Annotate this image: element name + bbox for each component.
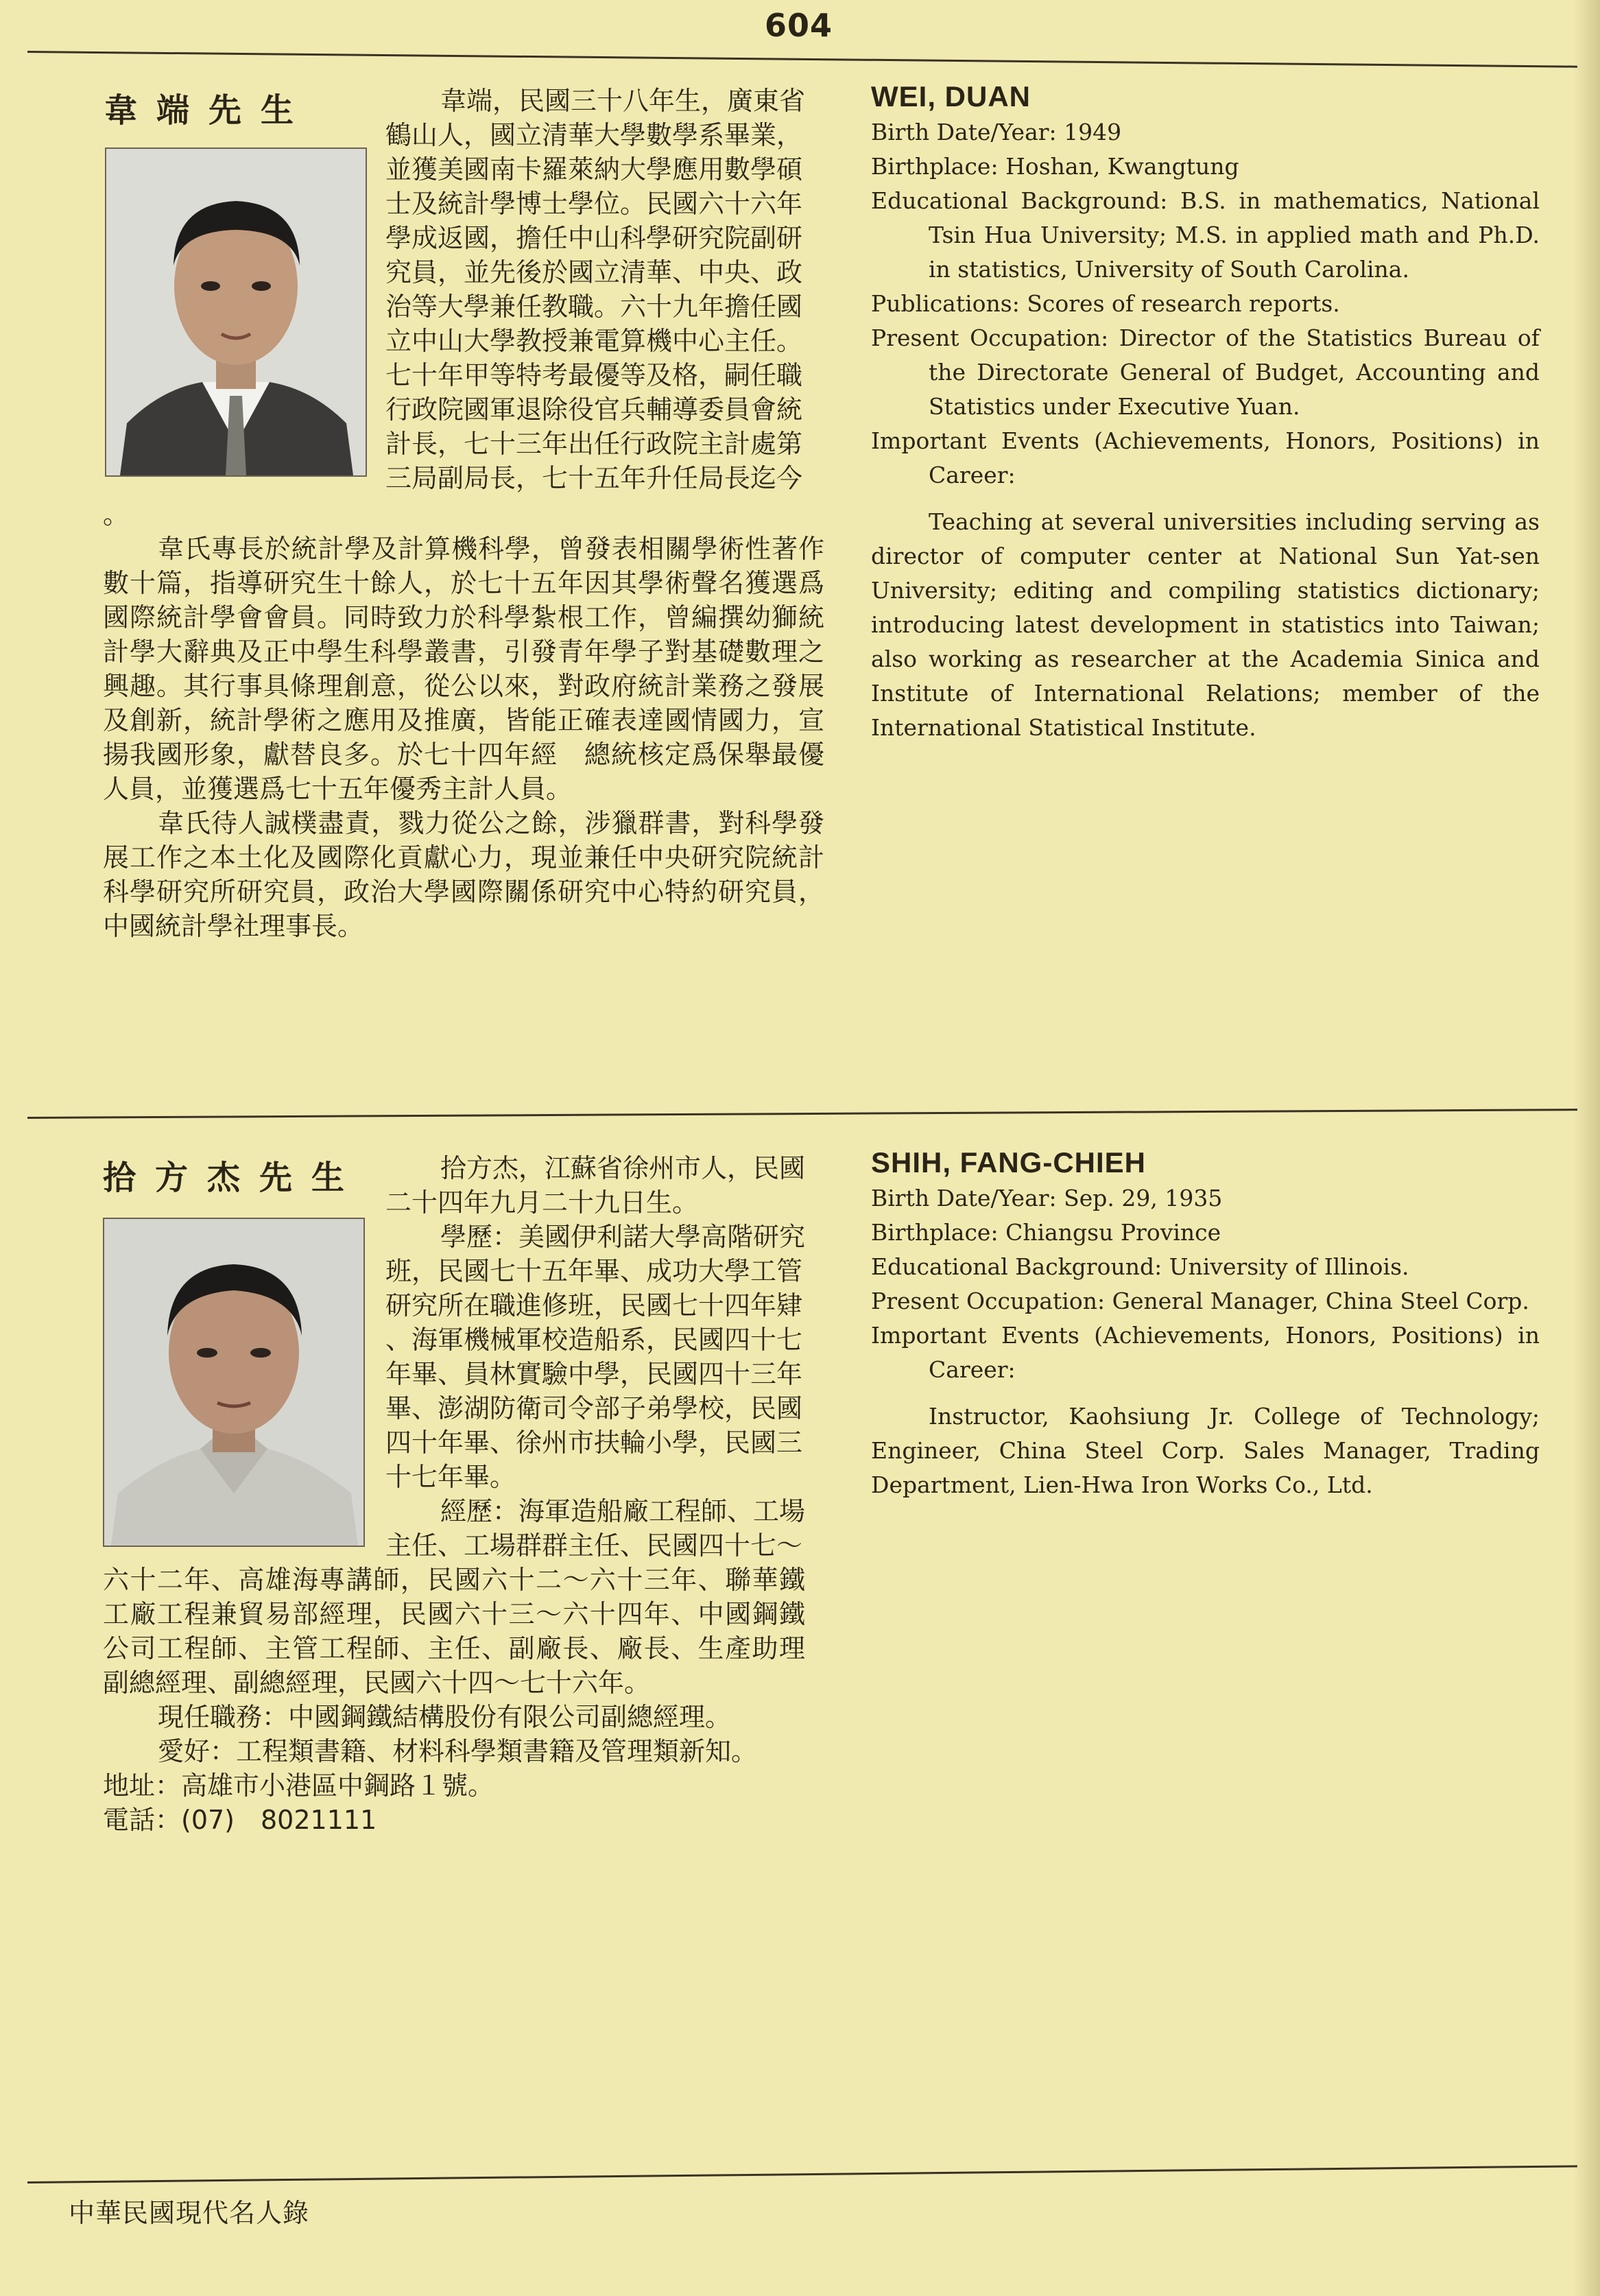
zh-line: 十七年畢。	[385, 1462, 516, 1492]
zh-line: 計長，七十三年出任行政院主計處第	[385, 429, 803, 459]
zh-phone: 電話：(07) 8021111	[103, 1805, 377, 1835]
entry-2-zh-body	[103, 1563, 805, 1837]
zh-paragraph: 韋氏待人誠樸盡責，戮力從公之餘，涉獵群書，對科學發展工作之本土化及國際化貢獻心力，現並兼任中央研究院統計科學研究所研究員，政治大學國際關係研究中心特約研究員，中國統計學社理事長。	[103, 808, 824, 941]
en-field: Birthplace: Hoshan, Kwangtung	[871, 153, 1239, 180]
zh-paragraph: 現任職務：中國鋼鐵結構股份有限公司副總經理。	[158, 1702, 732, 1732]
en-field: Birth Date/Year: 1949	[871, 119, 1122, 145]
zh-line: 年畢、員林實驗中學，民國四十三年	[385, 1359, 803, 1389]
entry-2-zh-header	[385, 1151, 805, 1563]
en-field: Important Events (Achievements, Honors, Positions) in Career:	[871, 427, 1540, 488]
zh-line: 經歷：海軍造船廠工程師、工場	[440, 1496, 806, 1526]
entry-1-portrait-image	[106, 149, 366, 475]
entry-1-en-name: WEI, DUAN	[871, 80, 1031, 113]
zh-line: 三局副局長，七十五年升任局長迄今	[385, 463, 803, 493]
en-field: Publications: Scores of research reports.	[871, 290, 1340, 317]
zh-address: 地址：高雄市小港區中鋼路１號。	[103, 1771, 494, 1801]
en-field: Present Occupation: General Manager, China Steel Corp.	[871, 1288, 1529, 1314]
bottom-rule	[27, 2165, 1577, 2183]
zh-line: 立中山大學教授兼電算機中心主任。	[385, 326, 803, 356]
footer-book-title: 中華民國現代名人錄	[69, 2198, 310, 2228]
zh-line: 主任、工場群群主任、民國四十七～	[385, 1530, 803, 1561]
zh-line: 士及統計學博士學位。民國六十六年	[385, 189, 803, 219]
entry-1-en	[871, 80, 1540, 745]
zh-paragraph: 韋氏專長於統計學及計算機科學，曾發表相關學術性著作數十篇，指導研究生十餘人，於七十五年因其學術聲名獲選爲國際統計學會會員。同時致力於科學紮根工作，曾編撰幼獅統計學大辭典及正中學生科學叢書，引發青年學子對基礎數理之興趣。其行事具條理創意，從公以來，對政府統計業務之發展及創新，統計學術之應用及推廣，皆能正確表達國情國力，宣揚我國形象，獻替良多。於七十四年經 總統核定爲保舉最優人員，並獲選爲七十五年優秀主計人員。	[103, 534, 824, 804]
zh-line: 學歷：美國伊利諾大學高階研究	[440, 1222, 806, 1252]
entry-1-title-zh: 韋端先生	[104, 91, 313, 130]
en-field: Educational Background: University of Illinois.	[871, 1253, 1409, 1280]
entry-1-zh-body	[103, 497, 824, 943]
zh-line: 畢、澎湖防衛司令部子弟學校，民國	[385, 1393, 803, 1423]
zh-line: 韋端，民國三十八年生，廣東省	[440, 86, 806, 116]
zh-line: 、海軍機械軍校造船系，民國四十七	[385, 1325, 803, 1355]
entry-2-title-zh: 拾方杰先生	[103, 1159, 364, 1197]
zh-line: 究員，並先後於國立清華、中央、政	[385, 257, 803, 287]
zh-line: 並獲美國南卡羅萊納大學應用數學碩	[385, 154, 803, 185]
en-field: Present Occupation: Director of the Statistics Bureau of the Directorate General of Budget, Accounting and Statistics under Executive Yuan.	[871, 324, 1540, 420]
zh-line: 四十年畢、徐州市扶輪小學，民國三	[385, 1428, 803, 1458]
zh-paragraph: 愛好：工程類書籍、材料科學類書籍及管理類新知。	[158, 1736, 758, 1766]
page-number: 604	[765, 7, 833, 44]
zh-line: 學成返國，擔任中山科學研究院副研	[385, 223, 803, 253]
middle-rule	[27, 1109, 1577, 1119]
en-paragraph: Instructor, Kaohsiung Jr. College of Technology; Engineer, China Steel Corp. Sales Manager, Trading Department, Lien-Hwa Iron Works Co., Ltd.	[871, 1403, 1540, 1498]
zh-line: 行政院國軍退除役官兵輔導委員會統	[385, 394, 803, 425]
en-field: Birth Date/Year: Sep. 29, 1935	[871, 1185, 1223, 1211]
page-edge-shadow	[1573, 0, 1600, 2296]
en-paragraph: Teaching at several universities including serving as director of computer center at National Sun Yat-sen University; editing and compiling statistics dictionary; introducing latest development in statistics into Taiwan; also working as researcher at the Academia Sinica and Institute of International Relations; member of the International Statistical Institute.	[871, 508, 1540, 741]
entry-2-portrait-image	[104, 1219, 363, 1546]
entry-1-zh-header	[385, 84, 824, 495]
top-rule	[27, 51, 1577, 68]
en-field: Educational Background: B.S. in mathematics, National Tsin Hua University; M.S. in applied math and Ph.D. in statistics, University of South Carolina.	[871, 187, 1540, 283]
entry-2-en	[871, 1146, 1540, 1502]
zh-line: 班，民國七十五年畢、成功大學工管	[385, 1256, 803, 1286]
entry-1-portrait	[105, 147, 367, 477]
entry-2-en-name: SHIH, FANG-CHIEH	[871, 1146, 1147, 1179]
en-field: Birthplace: Chiangsu Province	[871, 1219, 1221, 1246]
zh-line: 研究所在職進修班，民國七十四年肄	[385, 1290, 803, 1321]
zh-line: 治等大學兼任教職。六十九年擔任國	[385, 292, 803, 322]
zh-line: 七十年甲等特考最優等及格，嗣任職	[385, 360, 803, 390]
zh-line: 拾方杰，江蘇省徐州市人，民國	[440, 1153, 806, 1183]
entry-2-portrait	[103, 1218, 365, 1547]
en-field: Important Events (Achievements, Honors, Positions) in Career:	[871, 1322, 1540, 1383]
zh-paragraph: 。	[103, 499, 130, 530]
zh-paragraph: 六十二年、高雄海專講師，民國六十二～六十三年、聯華鐵工廠工程兼貿易部經理，民國六十三～六十四年、中國鋼鐵公司工程師、主管工程師、主任、副廠長、廠長、生產助理副總經理、副總經理，民國六十四～七十六年。	[103, 1565, 805, 1698]
zh-line: 鶴山人，國立清華大學數學系畢業，	[385, 120, 803, 150]
zh-line: 二十四年九月二十九日生。	[385, 1187, 699, 1218]
